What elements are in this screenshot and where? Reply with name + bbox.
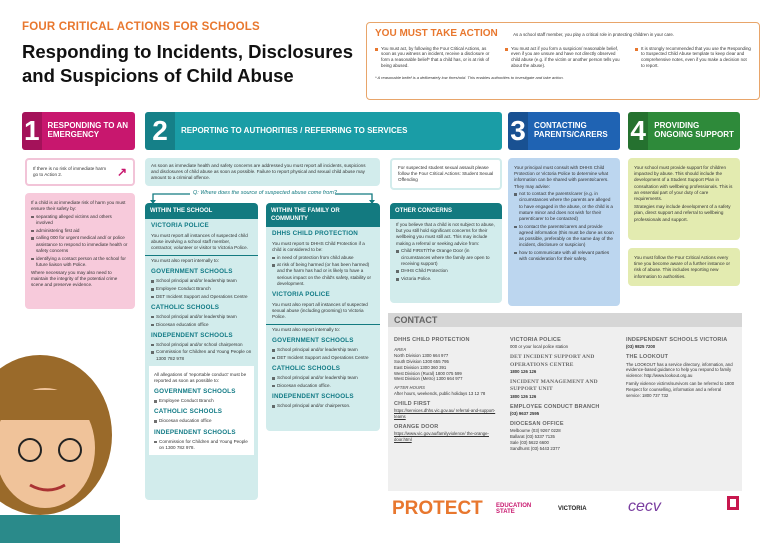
list-item: Employee Conduct Branch — [151, 286, 252, 292]
list-item: how to communicate with all relevant parties with consideration for their safety. — [514, 250, 614, 262]
orange-door-link[interactable]: https://www.vic.gov.au/familyviolence/ the-orange-door.html — [394, 431, 489, 443]
page-title: Responding to Incidents, Disclosures and Suspicions of Child Abuse — [22, 41, 353, 87]
list-item: North Division 1300 664 977 — [394, 353, 449, 359]
phone: (03) 9637 2595 — [510, 410, 540, 416]
list-item: Diocesan education office — [151, 322, 252, 328]
source-question: Q: Where does the source of suspected abuse come from? — [193, 190, 337, 196]
list — [154, 398, 249, 404]
text: You must also report all instances of suspected sexual abuse (including grooming) to Victoria Police. — [272, 301, 368, 319]
text: Strategies may include development of a safety plan, direct support and referral to wellbeing professionals and support. — [634, 204, 731, 222]
list-item: DHHS Child Protection — [396, 268, 496, 274]
reportable-conduct-box — [149, 366, 254, 455]
action-number: 1 — [22, 112, 42, 150]
education-state-logo: EDUCATION STATE — [496, 503, 532, 515]
contact-heading: ORANGE DOOR — [394, 423, 439, 430]
follow-actions-box — [628, 248, 740, 286]
list — [514, 191, 614, 262]
list-item: Diocesan education office — [154, 418, 249, 424]
subheading: CATHOLIC SCHOOLS — [151, 303, 220, 311]
list-item: Melbourne (03) 9267 0228 — [510, 428, 561, 434]
diocesan-list — [510, 428, 620, 451]
contact-column — [510, 333, 620, 451]
subheading: INDEPENDENT SCHOOLS — [154, 428, 236, 436]
action-2-header — [145, 112, 502, 150]
list-item: in need of protection from child abuse — [272, 255, 374, 261]
list-item: Child FIRST/The Orange Door (in circumstances where the family are open to receiving support) — [396, 248, 496, 267]
phone: (03) 9825 7200 — [626, 344, 656, 350]
text: All allegations of 'reportable conduct' must be reported as soon as possible to: — [154, 371, 247, 384]
contact-heading: INCIDENT MANAGEMENT AND SUPPORT UNIT — [510, 378, 598, 393]
list-item: Diocesan education office. — [272, 383, 374, 389]
footnote: * A reasonable belief is a deliberately low threshold. This enables authorities to investigate and take action. — [375, 75, 564, 81]
sexual-offending-box — [390, 158, 502, 190]
action-label: REPORTING TO AUTHORITIES / REFERRING TO SERVICES — [181, 125, 408, 135]
within-family-column — [266, 203, 380, 431]
text: You must also report internally to: — [272, 327, 341, 333]
subheading: VICTORIA POLICE — [151, 222, 209, 230]
contact-heading: INDEPENDENT SCHOOLS VICTORIA — [626, 337, 728, 343]
list-item: separating alleged victims and others involved — [31, 214, 129, 226]
list-item: Sale (03) 5622 6600 — [510, 439, 549, 445]
column-header: WITHIN THE SCHOOL — [145, 203, 258, 219]
subheading: GOVERNMENT SCHOOLS — [154, 388, 236, 396]
list-item: School principal and/or leadership team — [272, 347, 374, 353]
contact-column — [626, 333, 736, 398]
division-list — [394, 353, 504, 382]
cecv-logo: cecv — [628, 498, 661, 515]
kicker: FOUR CRITICAL ACTIONS FOR SCHOOLS — [22, 21, 260, 33]
list-item: Sandhurst (03) 5443 2377 — [510, 445, 560, 451]
list-item: DET Incident Support and Operations Centre — [151, 294, 252, 300]
list-item: not to contact the parents/carer (e.g. in circumstances where the parents are alleged to have engaged in the abuse, or the child is a mature minor and does not wish for their parent/carer to be contacted) — [514, 191, 614, 222]
list — [272, 347, 374, 361]
list-item: Victoria Police. — [396, 276, 496, 282]
arrow-up-right-icon: ↗ — [116, 164, 127, 179]
subheading: VICTORIA POLICE — [272, 291, 330, 298]
action-title: YOU MUST TAKE ACTION — [375, 28, 498, 39]
list-item: calling 000 for urgent medical and/ or police assistance to respond to immediate health or safety concerns — [31, 235, 129, 254]
action-intro: As a school staff member, you play a critical role in protecting children in your care. — [513, 32, 675, 37]
subheading: INDEPENDENT SCHOOLS — [272, 393, 354, 400]
no-risk-text: If there is no risk of immediate harm go to Action 2. — [33, 165, 107, 177]
parents-box — [508, 158, 620, 306]
action-number: 3 — [508, 112, 528, 150]
list-item: West Division (Metro) 1300 664 977 — [394, 376, 463, 382]
contact-heading: DET INCIDENT SUPPORT AND OPERATIONS CENTRE — [510, 354, 595, 368]
list — [151, 278, 252, 300]
isv-logo-icon — [727, 496, 739, 510]
action-number: 4 — [628, 112, 648, 150]
list-item: East Division 1300 360 391 — [394, 364, 447, 370]
action-point: It is strongly recommended that you use the Responding to Suspected Child Abuse template to keep clear and comprehensive notes, even if you make a decision not to report. — [635, 46, 751, 70]
text: Your principal must consult with DHHS Child Protection or Victoria Police to determine what information can be shared with parents/carers. They may advise: — [514, 165, 609, 189]
action-label: PROVIDING ONGOING SUPPORT — [654, 121, 734, 139]
list-item: to contact the parents/carers and provide agreed information (this must be done as soon as possible, preferably on the same day of the incident, disclosure or suspicion) — [514, 224, 614, 249]
report-intro-box — [145, 158, 380, 186]
protect-logo: PROTECT — [392, 498, 483, 519]
contact-subheading: AFTER HOURS — [394, 385, 426, 391]
list-item: School principal and/or leadership team — [151, 314, 252, 320]
list-item: identifying a contact person at the school for future liaison with Police. — [31, 256, 129, 268]
must-take-action-box — [366, 22, 760, 100]
contact-heading: CHILD FIRST — [394, 400, 431, 407]
list — [154, 439, 249, 451]
staff-illustration — [0, 330, 145, 543]
contact-heading: THE LOOKOUT — [626, 354, 669, 361]
list — [272, 403, 374, 409]
column-header: OTHER CONCERNS — [390, 203, 502, 219]
other-concerns-box — [390, 203, 502, 303]
phone: 1800 126 126 — [510, 393, 537, 399]
contact-title: CONTACT — [388, 313, 742, 327]
text: Family violence victims/survivors can be referred to 1800 Respect for counselling, information and a referral service: 1800 737 732 — [626, 381, 735, 398]
report-intro: As soon as immediate health and safety concerns are addressed you must report all incidents, suspicions and disclosures of child abuse as soon as possible. Failure to report physical and sexual child abuse may amount to a criminal offence. — [151, 163, 366, 181]
phone: 1800 126 126 — [510, 369, 537, 375]
emergency-list — [31, 214, 129, 268]
contact-column — [394, 333, 504, 443]
list-item: Ballarat (03) 5337 7135 — [510, 433, 555, 439]
action-4-header — [628, 112, 740, 150]
list — [272, 375, 374, 389]
contact-panel — [388, 313, 742, 491]
text: You must also report internally to: — [151, 258, 220, 264]
contact-heading: EMPLOYEE CONDUCT BRANCH — [510, 403, 600, 410]
list — [151, 314, 252, 328]
action-point: You must act if you form a suspicion/ reasonable belief, even if you are unsure and have not directly observed child abuse (e.g. if the victim or another person tells you about the abuse). — [505, 46, 621, 70]
victoria-logo: VICTORIA — [558, 506, 587, 512]
contact-heading: DHHS CHILD PROTECTION — [394, 337, 470, 343]
emergency-box — [25, 193, 135, 309]
contact-heading: DIOCESAN OFFICE — [510, 420, 564, 427]
text: 000 or your local police station — [510, 344, 569, 350]
text: You must follow the Four Critical Actions every time you become aware of a further instance or risk of abuse. This includes reporting new information to authorities. — [634, 255, 731, 279]
list-item: School principal and/or leadership team — [272, 375, 374, 381]
text: You must report all instances of suspected child abuse involving a school staff member, contractor, volunteer or visitor to Victoria Police. — [151, 232, 248, 250]
subheading: CATHOLIC SCHOOLS — [272, 365, 341, 373]
action-1-header — [22, 112, 135, 150]
within-school-column — [145, 203, 258, 500]
action-number: 2 — [145, 112, 175, 150]
subheading: DHHS CHILD PROTECTION — [272, 230, 359, 238]
list-item: administering first aid — [31, 228, 129, 234]
text: If you believe that a child is not subject to abuse, but you still hold significant concerns for their wellbeing you must still act. This may include making a referral or seeking advice from: — [396, 222, 495, 246]
list — [272, 255, 374, 287]
contact-subheading: AREA — [394, 347, 407, 353]
list — [154, 418, 249, 424]
action-label: RESPONDING TO AN EMERGENCY — [47, 121, 128, 139]
subheading: GOVERNMENT SCHOOLS — [151, 268, 233, 276]
text: Your school must provide support for children impacted by abuse. This should include the development of a Student Support Plan in consultation with wellbeing professionals. This is an essential part of your duty of care requirements. — [634, 165, 733, 201]
child-first-link[interactable]: https://services.dhhs.vic.gov.au/ referral-and-support-teams — [394, 408, 496, 420]
list-item: School principal and/or leadership team — [151, 278, 252, 284]
list — [396, 248, 496, 282]
emergency-note: Where necessary you may also need to maintain the integrity of the potential crime scene and preserve evidence. — [31, 269, 118, 288]
list-item: West Division (Rural) 1800 075 599 — [394, 370, 462, 376]
action-point: You must act, by following the Four Critical Actions, as soon as you witness an incident, receive a disclosure or form a reasonable belief* that a child has, or is at risk of being abused. — [375, 46, 491, 70]
subheading: GOVERNMENT SCHOOLS — [272, 337, 354, 345]
list-item: Employee Conduct Branch — [154, 398, 249, 404]
sexual-offending-text: For suspected student sexual assault please follow the Four Critical Actions: Student Sexual Offending — [398, 165, 494, 183]
text: After hours, weekends, public holidays 13 12 78 — [394, 391, 486, 396]
no-risk-box — [25, 158, 135, 186]
column-header: WITHIN THE FAMILY OR COMMUNITY — [266, 203, 380, 227]
list-item: South Division 1300 655 795 — [394, 359, 449, 365]
list-item: School principal and/or chairperson. — [272, 403, 374, 409]
support-box — [628, 158, 740, 240]
subheading: CATHOLIC SCHOOLS — [154, 408, 223, 416]
branch-arrows-icon — [145, 190, 380, 204]
emergency-intro: If a child is at immediate risk of harm you must ensure their safety by: — [31, 200, 126, 212]
text: You must report to DHHS Child Protection if a child is considered to be: — [272, 240, 365, 252]
list-item: Commission for Children and Young People on 1300 782 978 — [151, 349, 252, 361]
action-3-header — [508, 112, 620, 150]
list-item: DET Incident Support and Operations Centre — [272, 355, 374, 361]
text: The LOOKOUT has a service directory, information, and evidence-based guidance to help you respond to family violence: http://www.lookout.org.au — [626, 361, 733, 379]
contact-heading: VICTORIA POLICE — [510, 337, 561, 343]
list-item: Commission for Children and Young People on 1300 782 978. — [154, 439, 249, 451]
list — [151, 342, 252, 362]
action-label: CONTACTING PARENTS/CARERS — [534, 121, 608, 139]
list-item: at risk of being harmed (or has been harmed) and the harm has had or is likely to have a serious impact on the child's safety, stability or development. — [272, 262, 374, 287]
subheading: INDEPENDENT SCHOOLS — [151, 331, 233, 339]
list-item: School principal and/or school chairperson — [151, 342, 252, 348]
